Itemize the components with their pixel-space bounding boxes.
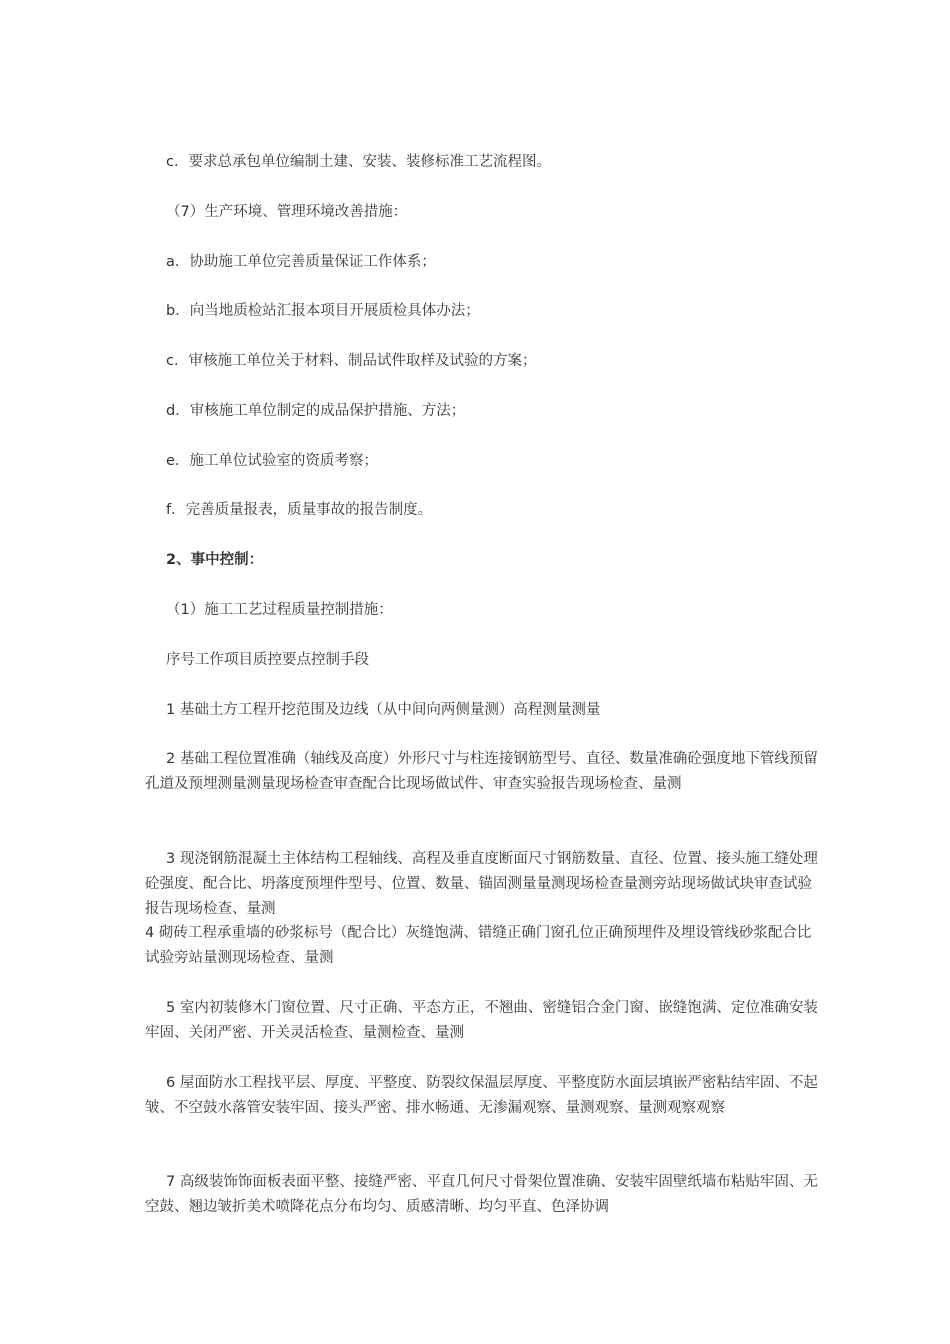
paragraph-item-2-foundation: 2 基础工程位置准确（轴线及高度）外形尺寸与柱连接钢筋型号、直径、数量准确砼强度地下管线预留孔道及预埋测量测量现场检查审查配合比现场做试件、审查实验报告现场检查、量测 — [145, 751, 818, 792]
text-line-a-quality-system: a．协助施工单位完善质量保证工作体系； — [166, 254, 436, 270]
text-line-f-quality-reports: f．完善质量报表，质量事故的报告制度。 — [166, 502, 433, 518]
text-line-c-process-chart: c．要求总承包单位编制土建、安装、装修标准工艺流程图。 — [166, 154, 551, 170]
paragraph-item-6-roof-waterproofing: 6 屋面防水工程找平层、厚度、平整度、防裂纹保温层厚度、平整度防水面层填嵌严密粘结牢固、不起皱、不空鼓水落管安装牢固、接头严密、排水畅通、无渗漏观察、量测观察、量测观察观察 — [145, 1075, 818, 1116]
text-line-d-protection-measures: d．审核施工单位制定的成品保护措施、方法； — [166, 403, 466, 419]
paragraph-item-3-concrete: 3 现浇钢筋混凝土主体结构工程轴线、高程及垂直度断面尺寸钢筋数量、直径、位置、接头施工缝处理砼强度、配合比、坍落度预埋件型号、位置、数量、锚固测量量测现场检查量测旁站现场做试块审查试验报告现场检查、量测 — [145, 851, 818, 917]
paragraph-item-4-masonry: 4 砌砖工程承重墙的砂浆标号（配合比）灰缝饱满、错缝正确门窗孔位正确预埋件及埋设管线砂浆配合比试验旁站量测现场检查、量测 — [145, 925, 812, 966]
text-line-e-lab-qualification: e．施工单位试验室的资质考察； — [166, 453, 378, 469]
paragraph-item-7-decoration: 7 高级装饰饰面板表面平整、接缝严密、平直几何尺寸骨架位置准确、安装牢固壁纸墙布粘贴牢固、无空鼓、翘边皱折美术喷降花点分布均匀、质感清晰、均匀平直、色泽协调 — [145, 1174, 818, 1215]
text-line-c-sampling-plan: c．审核施工单位关于材料、制品试件取样及试验的方案； — [166, 353, 537, 369]
paragraph-item-5-interior: 5 室内初装修木门窗位置、尺寸正确、平态方正，不翘曲、密缝铝合金门窗、嵌缝饱满、定位准确安装牢固、关闭严密、开关灵活检查、量测检查、量测 — [145, 1000, 818, 1041]
text-line-environment-measures: （7）生产环境、管理环境改善措施： — [166, 204, 408, 220]
section-heading-in-process-control: 2、事中控制： — [166, 552, 264, 568]
text-line-table-header: 序号工作项目质控要点控制手段 — [166, 652, 369, 668]
text-line-b-report-station: b．向当地质检站汇报本项目开展质检具体办法； — [166, 303, 480, 319]
text-line-item-1-earthwork: 1 基础土方工程开挖范围及边线（从中间向两侧量测）高程测量测量 — [166, 702, 601, 718]
text-line-process-control-measures: （1）施工工艺过程质量控制措施： — [166, 602, 393, 618]
